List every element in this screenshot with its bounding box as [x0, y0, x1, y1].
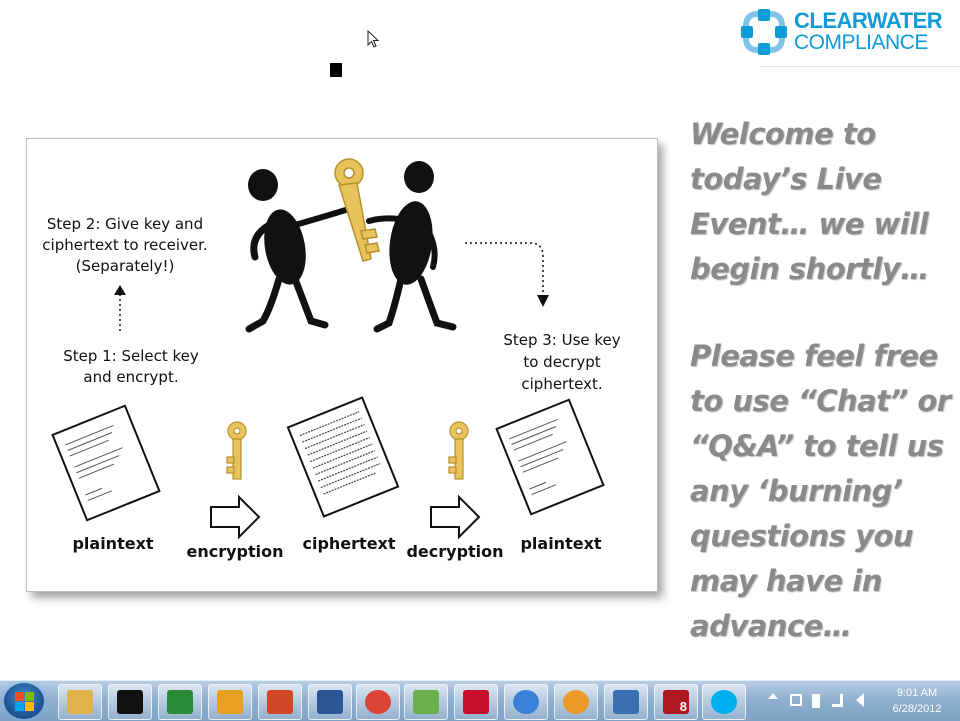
taskbar-powerpoint-button[interactable]: [258, 684, 302, 720]
acrobat-icon: [463, 690, 489, 714]
taskbar-green-app-button[interactable]: [404, 684, 448, 720]
psp-badge: 8: [679, 699, 687, 714]
welcome-paragraph-2: Please feel free to use “Chat” or “Q&A” to tell us any ‘burning’ questions you may have in advance…: [690, 339, 951, 643]
clock-time: 9:01 AM: [896, 687, 938, 699]
show-hidden-icons-icon[interactable]: [768, 693, 778, 699]
decryption-arrow-icon: [431, 497, 479, 537]
taskbar-outlook-button[interactable]: [208, 684, 252, 720]
taskbar-window-app-button[interactable]: [604, 684, 648, 720]
outlook-icon: [217, 690, 243, 714]
encryption-arrow-icon: [211, 497, 259, 537]
windows-logo-icon: [15, 692, 24, 701]
action-center-flag-icon[interactable]: [790, 694, 802, 706]
taskbar-skype-button[interactable]: [702, 684, 746, 720]
window-app-icon: [613, 690, 639, 714]
text-cursor-marker: [330, 63, 342, 77]
logo-line-1: CLEARWATER: [794, 8, 943, 33]
taskbar-chrome-button[interactable]: [356, 684, 400, 720]
flower-orange-icon: [563, 690, 589, 714]
green-app-icon: [413, 690, 439, 714]
logo-cross-icon: [738, 6, 790, 58]
windows-logo-icon-part: [25, 702, 34, 711]
step3-line-2: to decrypt: [523, 353, 601, 371]
windows-logo-icon-part: [25, 692, 34, 701]
encryption-diagram: [26, 138, 658, 592]
excel-icon: [167, 690, 193, 714]
start-button[interactable]: [4, 683, 44, 719]
taskbar-word-button[interactable]: [308, 684, 352, 720]
step3-line-3: ciphertext.: [521, 375, 603, 393]
clock[interactable]: [878, 685, 956, 717]
step2-line-3: (Separately!): [75, 257, 175, 275]
taskbar-excel-button[interactable]: [158, 684, 202, 720]
step2-line-2: ciphertext to receiver.: [42, 236, 208, 254]
mouse-cursor-icon: [367, 30, 381, 50]
label-plaintext-left: plaintext: [72, 534, 154, 553]
psp-icon: [663, 690, 689, 714]
windows-logo-icon-part: [15, 702, 24, 711]
word-icon: [317, 690, 343, 714]
flower-blue-icon: [513, 690, 539, 714]
step3-line-1: Step 3: Use key: [503, 331, 621, 349]
taskbar-flower-blue-button[interactable]: [504, 684, 548, 720]
label-encryption: encryption: [186, 542, 284, 561]
dotted-curve-arrow: [465, 243, 549, 307]
taskbar-windows-explorer-button[interactable]: [58, 684, 102, 720]
logo-line-2: COMPLIANCE: [794, 31, 928, 54]
taskbar-acrobat-button[interactable]: [454, 684, 498, 720]
dotted-up-arrow: [114, 285, 126, 331]
network-signal-icon[interactable]: [832, 694, 843, 707]
powerpoint-icon: [267, 690, 293, 714]
welcome-paragraph-1: Welcome to today’s Live Event… we will begin shortly…: [690, 117, 929, 286]
label-ciphertext: ciphertext: [302, 534, 396, 553]
volume-icon[interactable]: [856, 693, 864, 707]
taskbar-psp-button[interactable]: [654, 684, 698, 720]
step2-line-1: Step 2: Give key and: [46, 215, 204, 233]
label-decryption: decryption: [406, 542, 504, 561]
taskbar-command-prompt-button[interactable]: [108, 684, 152, 720]
ciphertext-document-icon: [288, 398, 398, 517]
plaintext-document-icon: [497, 400, 604, 515]
windows-explorer-icon: [67, 690, 93, 714]
step1-line-1: Step 1: Select key: [63, 347, 199, 365]
small-key-icon: [227, 422, 246, 479]
clock-date: 6/28/2012: [892, 703, 942, 715]
chrome-icon: [365, 690, 391, 714]
taskbar-flower-orange-button[interactable]: [554, 684, 598, 720]
taskbar: [0, 680, 960, 721]
clearwater-logo: [738, 6, 953, 62]
logo-divider: [760, 66, 960, 67]
welcome-message: [690, 112, 960, 649]
label-plaintext-right: plaintext: [520, 534, 602, 553]
command-prompt-icon: [117, 690, 143, 714]
power-icon[interactable]: [812, 694, 820, 708]
step1-line-2: and encrypt.: [83, 368, 179, 386]
plaintext-document-icon: [53, 406, 160, 521]
skype-icon: [711, 690, 737, 714]
small-key-icon: [449, 422, 468, 479]
